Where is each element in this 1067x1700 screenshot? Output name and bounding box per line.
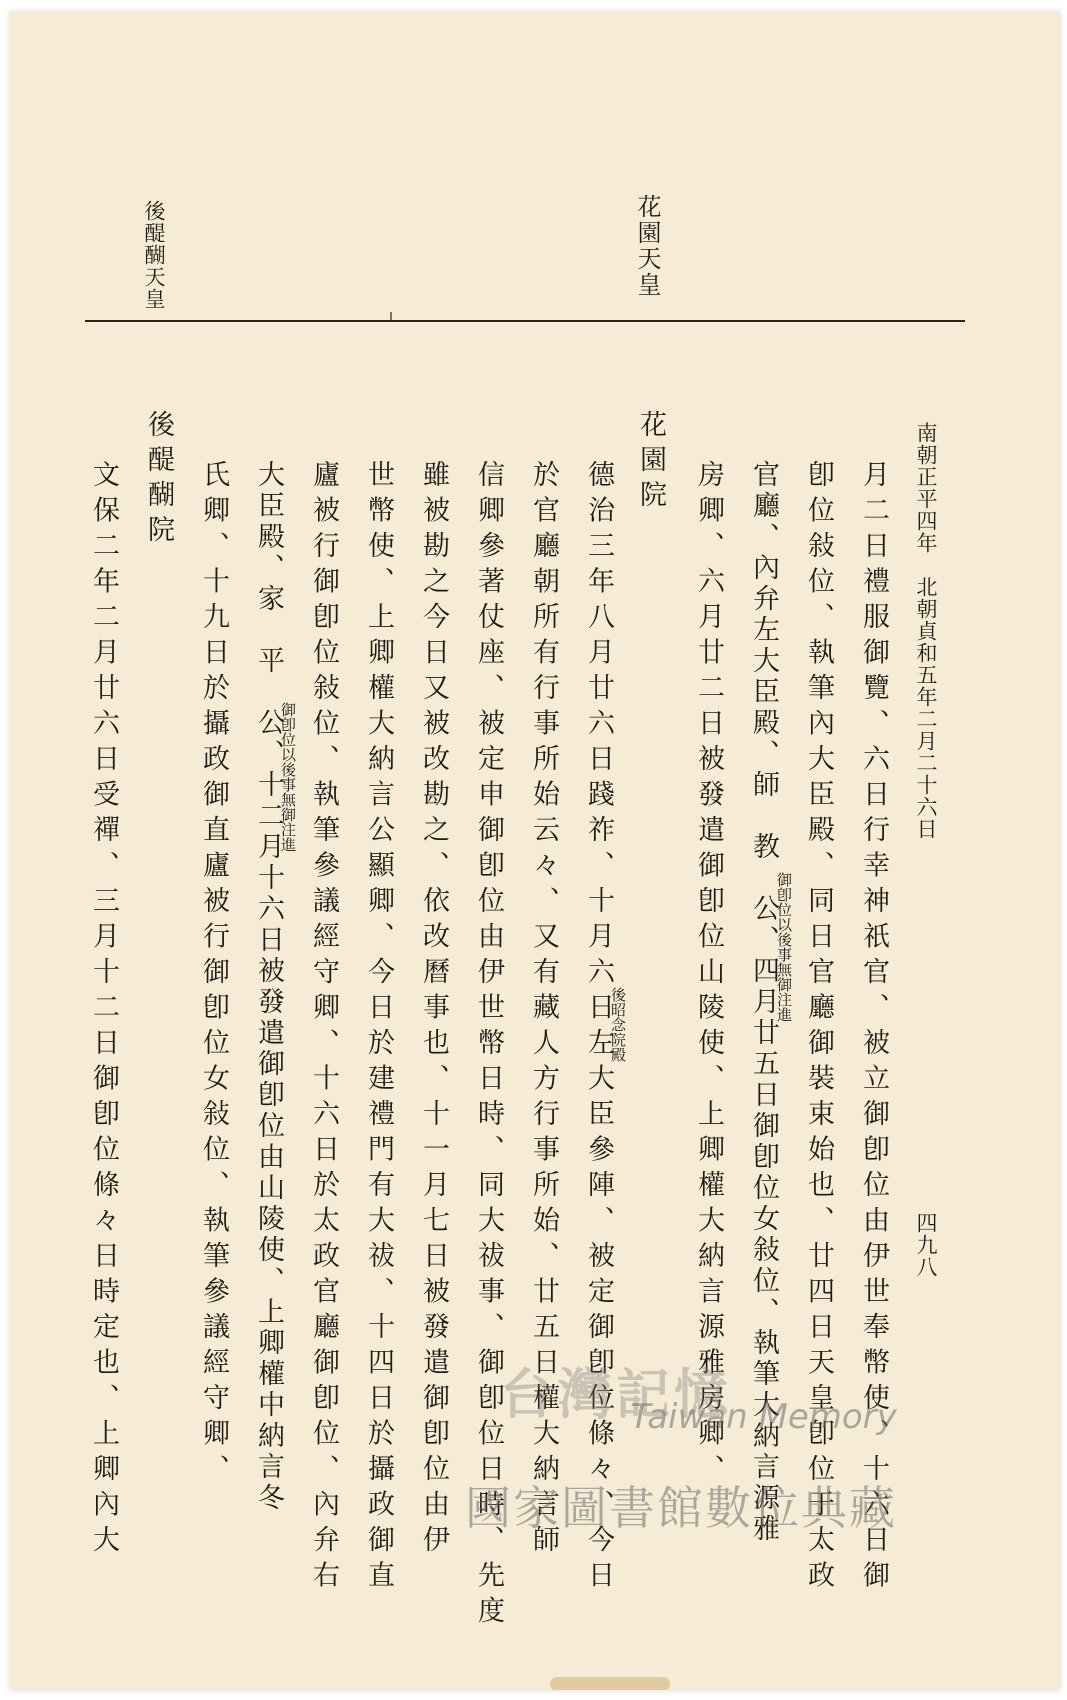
text-column-11: 大臣殿、家 平 公、十二月十六日被發遣御卽位由山陵使、上卿權中納言冬 — [253, 460, 284, 1514]
watermark-script: 台灣記憶 — [500, 1363, 732, 1426]
book-page — [10, 12, 1060, 1690]
paper-stain — [550, 1677, 670, 1690]
text-column-2: 卽位敍位、執筆內大臣殿、同日官廳御裝束始也、廿四日天皇卽位于太政 — [803, 460, 834, 1596]
watermark-library: 國家圖書館數位典藏 — [465, 1481, 897, 1535]
annotation-note-1: 御卽位以後事無御注進 — [775, 872, 793, 1022]
page-header-era: 南朝正平四年 北朝貞和五年二月二十六日 — [914, 422, 938, 840]
text-column-9: 世幣使、上卿權大納言公顯卿、今日於建禮門有大祓、十四日於攝政御直 — [363, 460, 394, 1596]
text-column-6: 於官廳朝所有行事所始云々、又有藏人方行事所始、廿五日權大納言師 — [528, 460, 559, 1561]
text-column-8: 雖被勘之今日又被改勘之、依改曆事也、十一月七日被發遣御卽位由伊 — [418, 460, 449, 1561]
text-column-4: 房卿、六月廿二日被發遣御卽位山陵使、上卿權大納言源雅房卿、 — [693, 460, 724, 1490]
register-divider — [85, 320, 965, 322]
register-tick — [390, 312, 392, 322]
page-number: 四九八 — [914, 1212, 938, 1278]
text-column-7: 信卿參著仗座、被定申御卽位由伊世幣日時、同大祓事、御卽位日時、先度 — [473, 460, 504, 1632]
text-column-13: 文保二年二月廿六日受禪、三月十二日御卽位條々日時定也、上卿內大 — [88, 460, 119, 1561]
annotation-note-2: 後昭念院殿 — [609, 987, 627, 1062]
watermark-english: Taiwan Memory — [630, 1397, 897, 1437]
emperor-godaigo: 後醍醐天皇 — [142, 200, 166, 310]
emperor-hanazono: 花園天皇 — [633, 194, 661, 298]
text-column-10: 廬被行御卽位敍位、執筆參議經守卿、十六日於太政官廳御卽位、內弁右 — [308, 460, 339, 1596]
text-column-3: 官廳、內弁左大臣殿、師 教 公、四月廿五日御卽位女敍位、執筆大納言源雅 — [748, 460, 779, 1545]
annotation-note-3: 御卽位以後事無御注進 — [279, 702, 297, 852]
text-column-1: 月二日禮服御覽、六日行幸神祇官、被立御卽位由伊世奉幣使、十六日御 — [858, 460, 889, 1596]
text-column-5: 德治三年八月廿六日踐祚、十月六日左大臣參陣、被定御卽位條々、今日 — [583, 460, 614, 1596]
text-column-12: 氏卿、十九日於攝政御直廬被行御卽位女敍位、執筆參議經守卿、 — [198, 460, 229, 1490]
section-heading-godaigo-in: 後醍醐院 — [143, 410, 174, 550]
section-heading-hanazono-in: 花園院 — [635, 410, 666, 515]
